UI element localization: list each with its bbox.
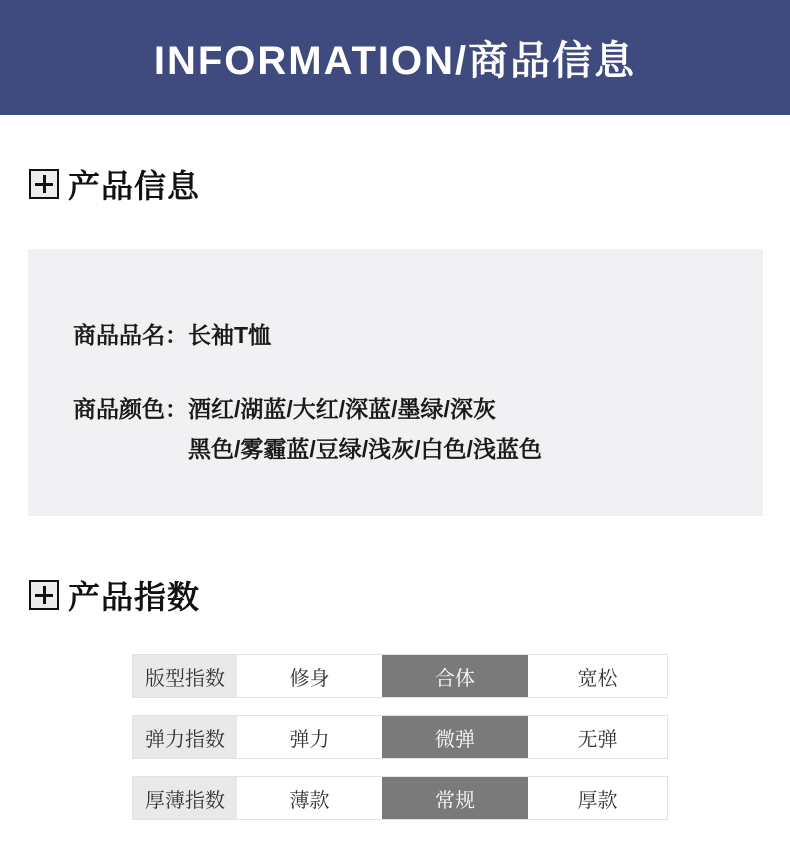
index-row-label: 版型指数 — [133, 655, 237, 697]
index-option: 薄款 — [289, 789, 330, 812]
section-product-index-header — [29, 572, 790, 618]
section-title-product-index: 产品指数 — [68, 579, 201, 615]
index-option: 宽松 — [577, 667, 618, 690]
information-banner — [0, 0, 790, 115]
product-name-label: 商品品名： — [73, 322, 188, 348]
index-option: 无弹 — [577, 728, 618, 751]
plus-icon — [29, 169, 59, 199]
product-color-label: 商品颜色： — [73, 396, 188, 422]
section-product-info-header — [29, 161, 790, 207]
index-row-label: 厚薄指数 — [133, 777, 237, 819]
index-row-thickness — [132, 776, 668, 820]
section-title-product-info: 产品信息 — [68, 168, 201, 204]
index-option-selected: 合体 — [382, 655, 528, 697]
plus-icon — [29, 580, 59, 610]
index-row-elasticity — [132, 715, 668, 759]
product-name-value: 长袖T恤 — [188, 322, 272, 348]
index-option-selected: 常规 — [382, 777, 528, 819]
index-row-fit — [132, 654, 668, 698]
index-option-selected: 微弹 — [382, 716, 528, 758]
index-option: 修身 — [289, 667, 330, 690]
product-name-row — [73, 315, 763, 355]
index-row-label: 弹力指数 — [133, 716, 237, 758]
product-color-line1: 酒红/湖蓝/大红/深蓝/墨绿/深灰 — [188, 396, 496, 422]
product-color-row — [73, 389, 763, 469]
product-color-value — [188, 389, 542, 469]
product-info-box — [28, 249, 763, 516]
product-color-line2: 黑色/雾霾蓝/豆绿/浅灰/白色/浅蓝色 — [188, 436, 542, 462]
index-option: 厚款 — [577, 789, 618, 812]
banner-title: INFORMATION/商品信息 — [153, 39, 637, 83]
index-option: 弹力 — [289, 728, 330, 751]
product-index-table — [132, 654, 668, 820]
